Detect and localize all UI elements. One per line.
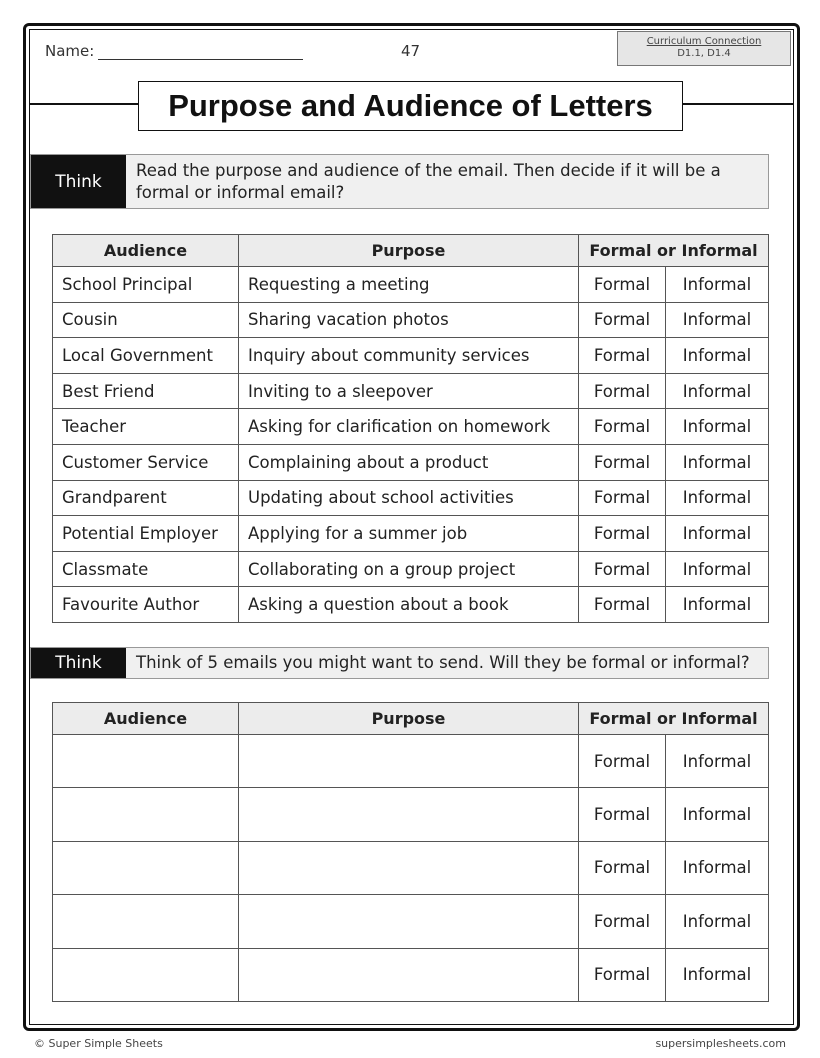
informal-option[interactable]: Informal <box>666 302 769 338</box>
audience-cell: Best Friend <box>53 373 239 409</box>
formal-option[interactable]: Formal <box>579 587 666 623</box>
audience-cell: Local Government <box>53 338 239 374</box>
purpose-cell: Asking a question about a book <box>239 587 579 623</box>
purpose-cell: Complaining about a product <box>239 444 579 480</box>
purpose-blank-cell[interactable] <box>239 948 579 1001</box>
name-label: Name: <box>45 42 95 60</box>
header-audience: Audience <box>53 235 239 267</box>
audience-blank-cell[interactable] <box>53 788 239 841</box>
table-row <box>53 948 769 1001</box>
table-row <box>53 735 769 788</box>
formal-option[interactable]: Formal <box>579 480 666 516</box>
audience-cell: Teacher <box>53 409 239 445</box>
curriculum-title: Curriculum Connection <box>646 36 762 47</box>
purpose-cell: Inviting to a sleepover <box>239 373 579 409</box>
formal-option[interactable]: Formal <box>579 409 666 445</box>
table-row <box>53 895 769 948</box>
audience-cell: Favourite Author <box>53 587 239 623</box>
informal-option[interactable]: Informal <box>666 948 769 1001</box>
informal-option[interactable]: Informal <box>666 267 769 303</box>
informal-option[interactable]: Informal <box>666 516 769 552</box>
curriculum-codes: D1.1, D1.4 <box>677 48 731 59</box>
purpose-blank-cell[interactable] <box>239 895 579 948</box>
footer-website: supersimplesheets.com <box>655 1037 786 1050</box>
table-row <box>53 267 769 303</box>
audience-cell: Grandparent <box>53 480 239 516</box>
formal-option[interactable]: Formal <box>579 788 666 841</box>
title-rule-left <box>30 103 138 105</box>
purpose-cell: Requesting a meeting <box>239 267 579 303</box>
think-box-2 <box>30 647 769 679</box>
informal-option[interactable]: Informal <box>666 338 769 374</box>
informal-option[interactable]: Informal <box>666 409 769 445</box>
formal-option[interactable]: Formal <box>579 895 666 948</box>
purpose-cell: Sharing vacation photos <box>239 302 579 338</box>
formal-option[interactable]: Formal <box>579 841 666 894</box>
table-row <box>53 788 769 841</box>
table-row <box>53 338 769 374</box>
title-rule-right <box>683 103 793 105</box>
think-label-2: Think <box>31 648 126 678</box>
audience-purpose-table <box>52 234 769 623</box>
informal-option[interactable]: Informal <box>666 373 769 409</box>
informal-option[interactable]: Informal <box>666 895 769 948</box>
audience-cell: Cousin <box>53 302 239 338</box>
table-row <box>53 587 769 623</box>
think-instructions-1: Read the purpose and audience of the email. Then decide if it will be a formal or informal email? <box>136 160 721 202</box>
table-row <box>53 551 769 587</box>
header-purpose: Purpose <box>239 703 579 735</box>
informal-option[interactable]: Informal <box>666 841 769 894</box>
audience-cell: Customer Service <box>53 444 239 480</box>
purpose-cell: Applying for a summer job <box>239 516 579 552</box>
formal-option[interactable]: Formal <box>579 373 666 409</box>
informal-option[interactable]: Informal <box>666 788 769 841</box>
table-row <box>53 373 769 409</box>
informal-option[interactable]: Informal <box>666 735 769 788</box>
name-blank-line[interactable] <box>98 47 303 60</box>
purpose-blank-cell[interactable] <box>239 735 579 788</box>
header-formal-or-informal: Formal or Informal <box>579 235 769 267</box>
informal-option[interactable]: Informal <box>666 444 769 480</box>
purpose-cell: Asking for clarification on homework <box>239 409 579 445</box>
table-row <box>53 444 769 480</box>
formal-option[interactable]: Formal <box>579 516 666 552</box>
name-field <box>45 42 303 60</box>
formal-option[interactable]: Formal <box>579 444 666 480</box>
informal-option[interactable]: Informal <box>666 480 769 516</box>
page-number: 47 <box>401 42 421 60</box>
purpose-blank-cell[interactable] <box>239 788 579 841</box>
table-row <box>53 480 769 516</box>
own-emails-table <box>52 702 769 1002</box>
audience-blank-cell[interactable] <box>53 895 239 948</box>
table-row <box>53 841 769 894</box>
think-instructions-2: Think of 5 emails you might want to send. Will they be formal or informal? <box>136 653 750 672</box>
purpose-cell: Updating about school activities <box>239 480 579 516</box>
curriculum-connection-box <box>617 31 791 66</box>
informal-option[interactable]: Informal <box>666 551 769 587</box>
audience-cell: School Principal <box>53 267 239 303</box>
think-box-1 <box>30 154 769 209</box>
page-title: Purpose and Audience of Letters <box>138 81 683 131</box>
header-purpose: Purpose <box>239 235 579 267</box>
audience-cell: Classmate <box>53 551 239 587</box>
purpose-blank-cell[interactable] <box>239 841 579 894</box>
footer-copyright: © Super Simple Sheets <box>34 1037 163 1050</box>
table-row <box>53 516 769 552</box>
formal-option[interactable]: Formal <box>579 267 666 303</box>
audience-blank-cell[interactable] <box>53 735 239 788</box>
audience-cell: Potential Employer <box>53 516 239 552</box>
informal-option[interactable]: Informal <box>666 587 769 623</box>
audience-blank-cell[interactable] <box>53 841 239 894</box>
think-label-1: Think <box>31 155 126 208</box>
formal-option[interactable]: Formal <box>579 338 666 374</box>
purpose-cell: Inquiry about community services <box>239 338 579 374</box>
header-formal-or-informal: Formal or Informal <box>579 703 769 735</box>
formal-option[interactable]: Formal <box>579 551 666 587</box>
table-row <box>53 409 769 445</box>
formal-option[interactable]: Formal <box>579 948 666 1001</box>
purpose-cell: Collaborating on a group project <box>239 551 579 587</box>
table-row <box>53 302 769 338</box>
header-audience: Audience <box>53 703 239 735</box>
formal-option[interactable]: Formal <box>579 302 666 338</box>
audience-blank-cell[interactable] <box>53 948 239 1001</box>
formal-option[interactable]: Formal <box>579 735 666 788</box>
